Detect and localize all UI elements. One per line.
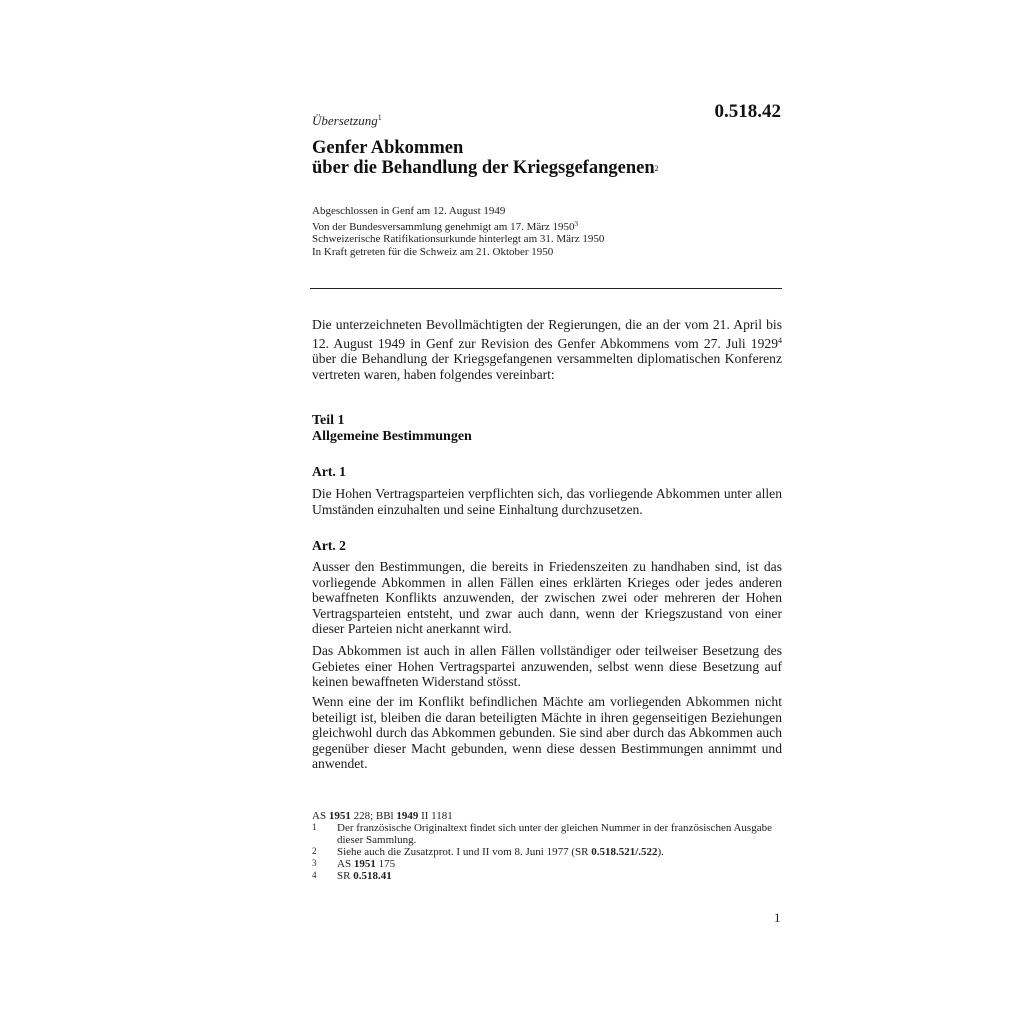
source-reference: AS 1951 228; BBl 1949 II 1181 (312, 810, 453, 822)
part-number: Teil 1 (312, 413, 345, 428)
footnote-number: 2 (312, 846, 317, 856)
footnote-text: AS 1951 175 (337, 858, 396, 870)
footnote-1 (312, 822, 782, 846)
sr-link[interactable]: 0.518.41 (353, 870, 392, 882)
footnote-3 (312, 858, 782, 870)
footnote-ref-1[interactable]: 1 (377, 113, 382, 122)
footnote-text: Der französische Originaltext findet sich unter der gleichen Nummer in der französischen Ausgabe dieser Sammlung. (337, 822, 772, 846)
footnote-2 (312, 846, 782, 858)
page-number: 1 (774, 910, 781, 925)
meta-concluded: Abgeschlossen in Genf am 12. August 1949 (312, 205, 506, 217)
part-heading (312, 413, 472, 445)
footnote-ref-2[interactable]: 2 (654, 164, 659, 173)
header-divider (310, 288, 782, 289)
footnotes (312, 810, 782, 882)
preamble: Die unterzeichneten Bevollmächtigten der Regierungen, die an der vom 21. April bis 12. August 1949 in Genf zur Revision des Genfer Abkommens vom 27. Juli 1929$^4$ über die Behandlung der Kriegsgefangenen versammelten diplomatischen Konferenz vertreten waren, haben folgendes vereinbart: (312, 317, 782, 382)
meta-in-force: In Kraft getreten für die Schweiz am 21. Oktober 1950 (312, 245, 554, 258)
footnote-text: Siehe auch die Zusatzprot. I und II vom 8. Juni 1977 (SR 0.518.521/.522). (337, 846, 664, 858)
article-1-heading: Art. 1 (312, 464, 346, 479)
article-2-paragraph-1: Ausser den Bestimmungen, die bereits in Friedenszeiten zu handhaben sind, ist das vorliegende Abkommen in allen Fällen eines erklärten Krieges oder jedes anderen bewaffneten Konflikts anzuwenden, der zwischen zwei oder mehreren der Hohen Vertragsparteien entsteht, und zwar auch dann, wenn der Kriegszustand von einer dieser Parteien nicht anerkannt wird. (312, 559, 782, 637)
footnote-number: 1 (312, 822, 317, 832)
footnote-number: 3 (312, 858, 317, 868)
footnote-4 (312, 870, 782, 882)
footnote-text: SR 0.518.41 (337, 870, 392, 882)
treaty-metadata (312, 205, 604, 258)
footnote-number: 4 (312, 870, 317, 880)
sr-number: 0.518.42 (714, 101, 781, 122)
footnote-ref-4[interactable]: 4 (778, 335, 782, 345)
footnote-ref-3[interactable]: 3 (574, 219, 579, 228)
meta-ratification: Schweizerische Ratifikationsurkunde hinterlegt am 31. März 1950 (312, 233, 605, 245)
document-title (312, 138, 659, 179)
article-2-paragraph-2: Das Abkommen ist auch in allen Fällen vollständiger oder teilweiser Besetzung des Gebietes einer Hohen Vertragspartei anzuwenden, selbst wenn diese Besetzung auf keinen bewaffneten Widerstand stösst. (312, 643, 782, 690)
part-title: Allgemeine Bestimmungen (312, 429, 472, 444)
sr-link[interactable]: 0.518.521/.522 (591, 846, 658, 858)
title-line-2: über die Behandlung der Kriegsgefangenen$^2$ (312, 158, 659, 178)
article-2-heading: Art. 2 (312, 538, 346, 553)
meta-approved: Von der Bundesversammlung genehmigt am 17. März 1950$^3$ (312, 219, 579, 233)
title-line-1: Genfer Abkommen (312, 138, 464, 158)
translation-label (312, 113, 382, 129)
translation-text: Übersetzung (312, 113, 378, 128)
article-1-paragraph: Die Hohen Vertragsparteien verpflichten sich, das vorliegende Abkommen unter allen Umständen einzuhalten und seine Einhaltung durchzusetzen. (312, 486, 782, 517)
article-2-paragraph-3: Wenn eine der im Konflikt befindlichen Mächte am vorliegenden Abkommen nicht beteiligt ist, bleiben die daran beteiligten Mächte in ihren gegenseitigen Beziehungen gleichwohl durch das Abkommen gebunden. Sie sind aber durch das Abkommen auch gegenüber dieser Macht gebunden, wenn diese dessen Bestimmungen annimmt und anwendet. (312, 694, 782, 772)
